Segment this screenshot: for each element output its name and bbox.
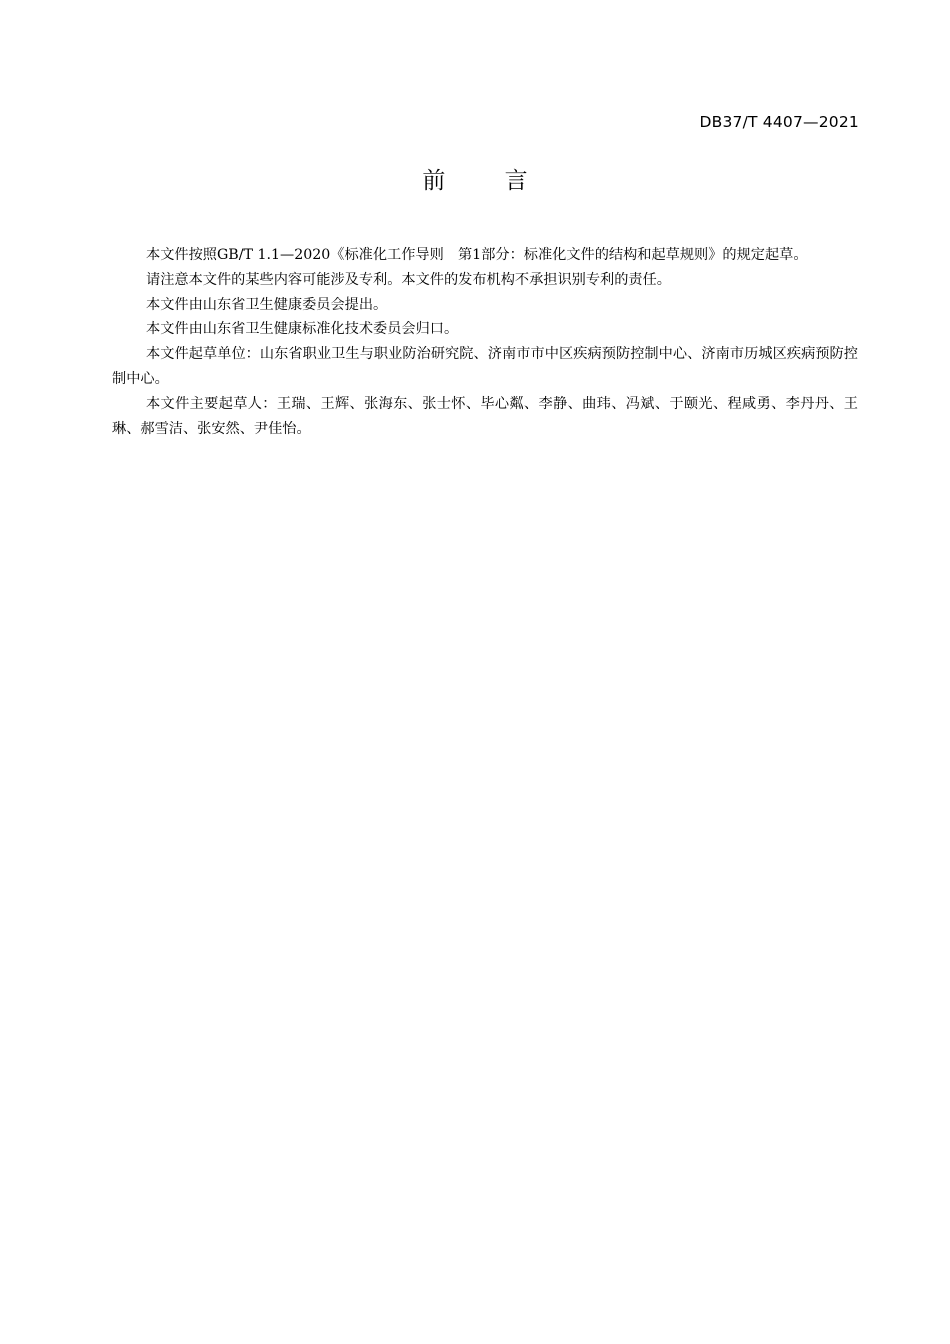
paragraph-technical-committee: 本文件由山东省卫生健康标准化技术委员会归口。 (146, 321, 459, 338)
standard-code: DB37/T 4407—2021 (699, 113, 859, 131)
paragraph-drafting-units: 本文件起草单位：山东省职业卫生与职业防治研究院、济南市市中区疾病预防控制中心、济南市历城区疾病预防控制中心。 (112, 346, 858, 387)
foreword-body (112, 243, 858, 441)
paragraph-drafters: 本文件主要起草人：王瑞、王辉、张海东、张士怀、毕心粼、李静、曲玮、冯斌、于颐光、程咸勇、李丹丹、王琳、郝雪洁、张安然、尹佳怡。 (112, 395, 858, 437)
paragraph-drafting-rules: 本文件按照GB/T 1.1—2020《标准化工作导则 第1部分：标准化文件的结构和起草规则》的规定起草。 (146, 247, 808, 263)
paragraph-proposer: 本文件由山东省卫生健康委员会提出。 (146, 296, 388, 313)
page-title: 前 言 (422, 168, 554, 194)
paragraph-patent-notice: 请注意本文件的某些内容可能涉及专利。本文件的发布机构不承担识别专利的责任。 (146, 271, 671, 288)
